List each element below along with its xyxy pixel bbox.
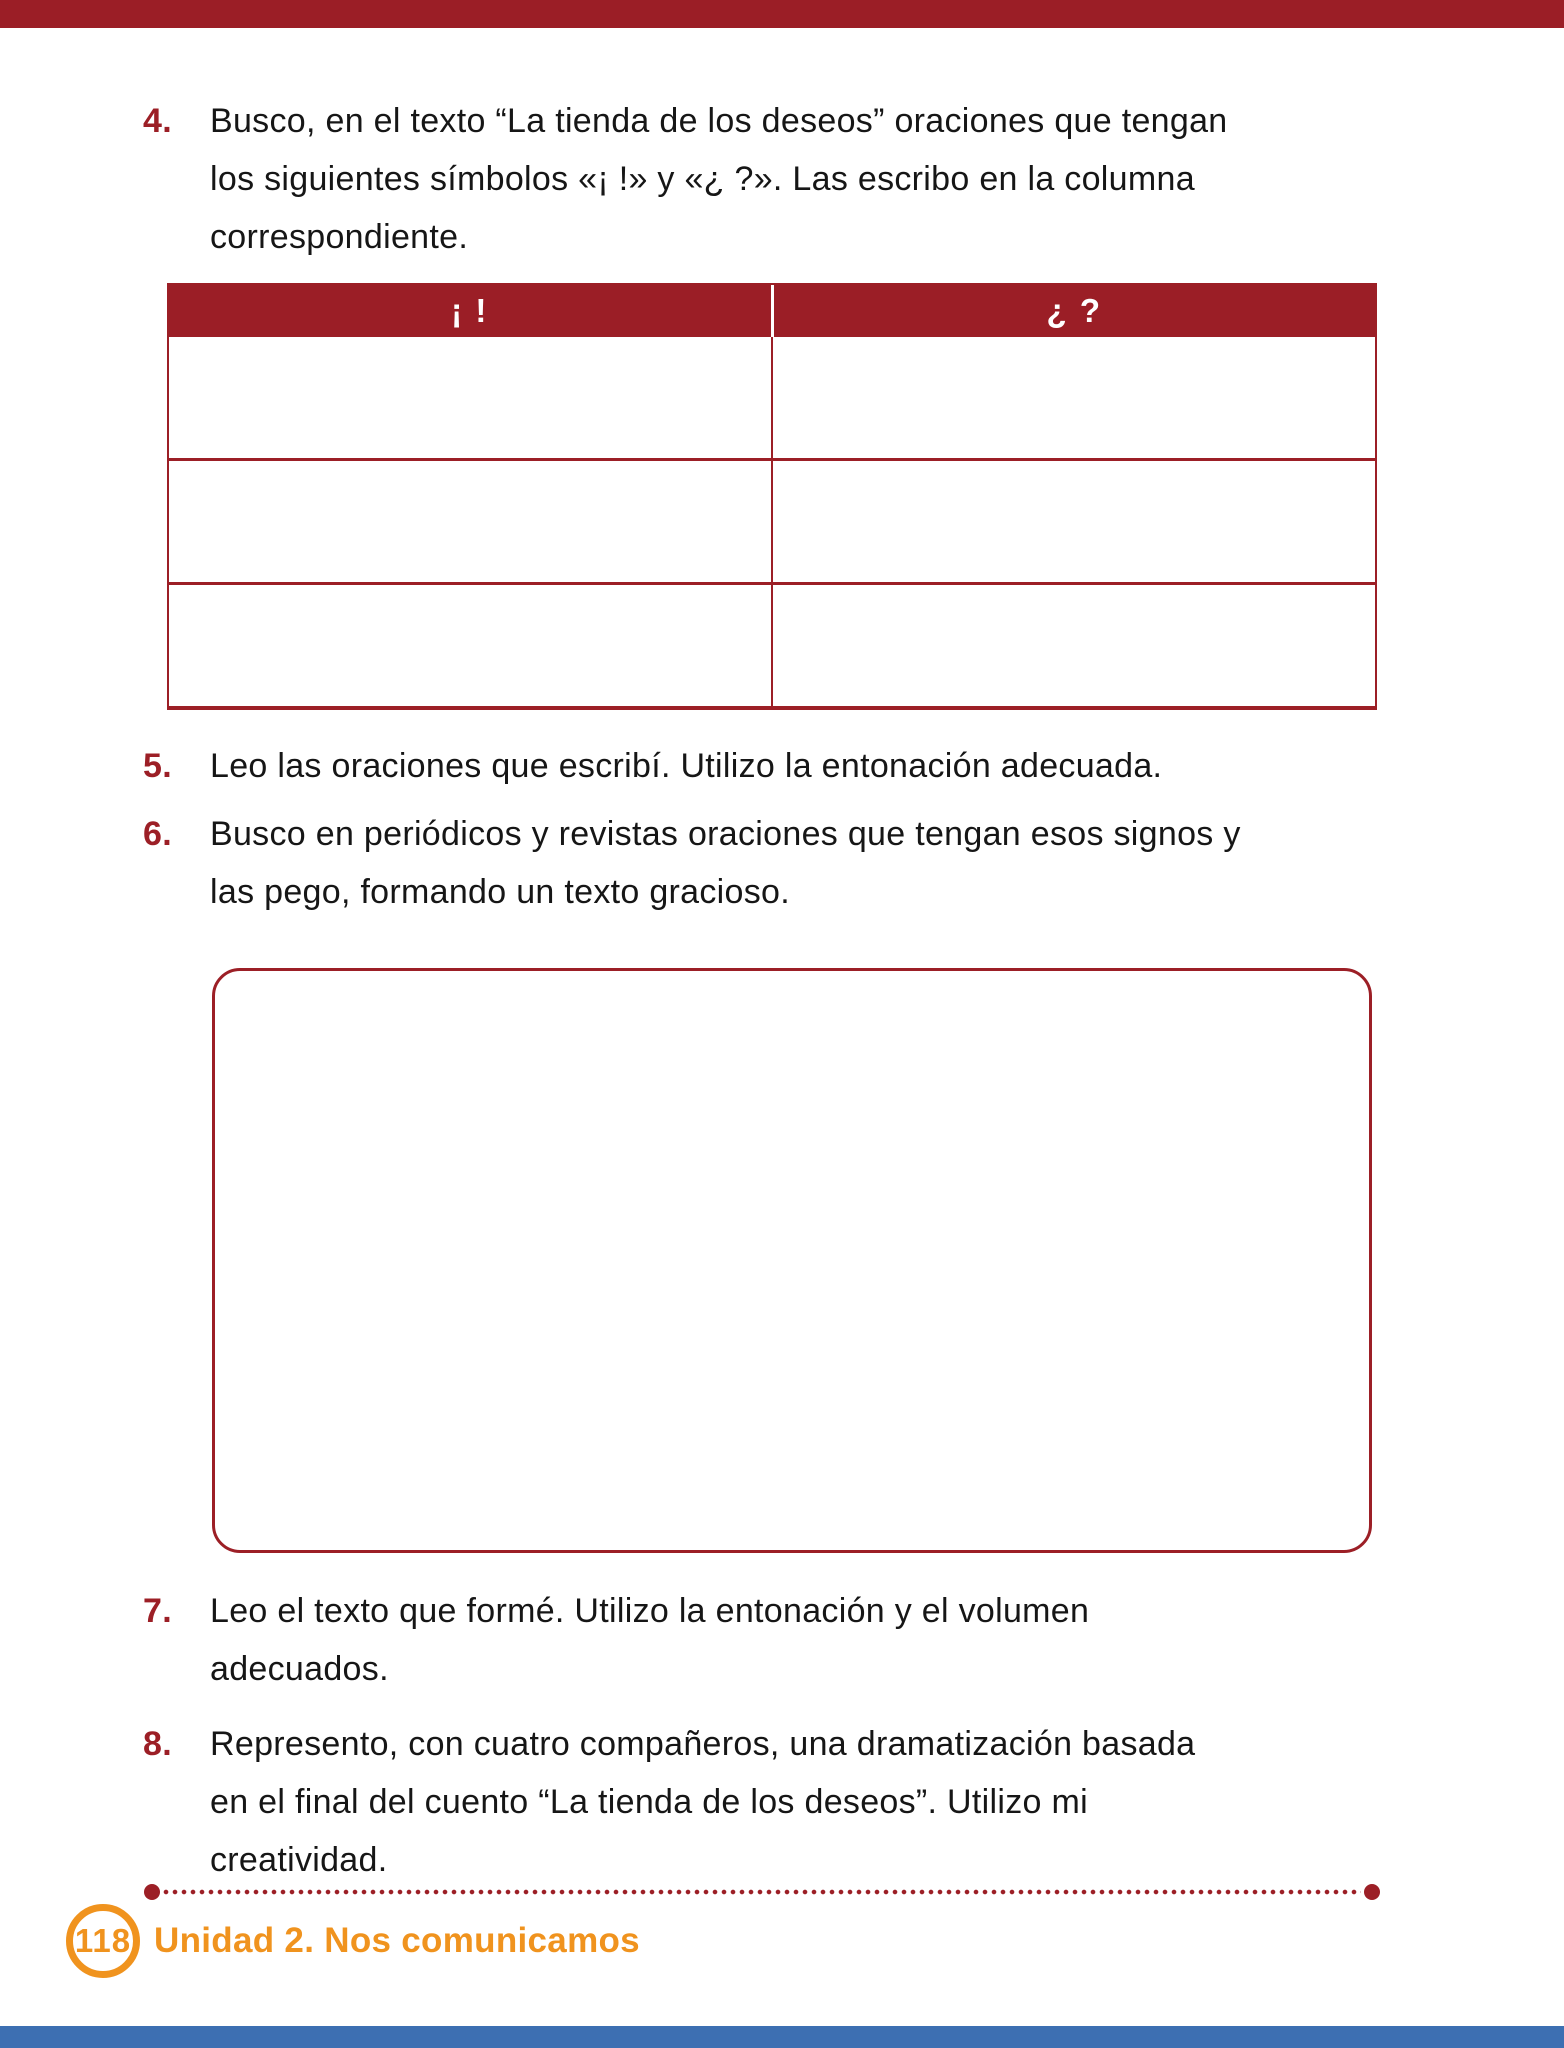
exercise-4-line-1: Busco, en el texto “La tienda de los deseos” oraciones que tengan [210, 102, 1228, 140]
exercise-6-line-1: Busco en periódicos y revistas oraciones que tengan esos signos y [210, 815, 1241, 853]
exercise-4-line-2: los siguientes símbolos «¡ !» y «¿ ?». Las escribo en la columna [210, 160, 1195, 198]
exercise-8-line-3: creatividad. [210, 1841, 388, 1879]
symbols-table-header [169, 285, 1375, 337]
unit-label: Unidad 2. Nos comunicamos [154, 1921, 640, 1960]
exercise-8-number: 8. [143, 1725, 172, 1763]
footer-divider [144, 1884, 1380, 1900]
exercise-5-number: 5. [143, 747, 172, 785]
table-row [169, 337, 1375, 458]
divider-end-dot-right [1364, 1884, 1380, 1900]
table-cell-exclamation-3[interactable] [169, 585, 773, 706]
divider-dotted-line [163, 1889, 1361, 1895]
exercise-8-text [210, 1715, 1433, 1889]
table-cell-question-3[interactable] [773, 585, 1375, 706]
exercise-4-text [210, 92, 1433, 266]
exercise-4-number: 4. [143, 102, 172, 140]
exercise-7 [143, 1582, 1433, 1698]
table-header-exclamation: ¡ ! [169, 285, 774, 337]
symbols-table [167, 283, 1377, 710]
exercise-6 [143, 805, 1433, 921]
exercise-8-line-1: Represento, con cuatro compañeros, una dramatización basada [210, 1725, 1196, 1763]
exercise-7-line-1: Leo el texto que formé. Utilizo la entonación y el volumen [210, 1592, 1090, 1630]
page-number-badge [66, 1904, 140, 1978]
exercise-4 [143, 92, 1433, 266]
table-cell-exclamation-1[interactable] [169, 337, 773, 458]
exercise-4-line-3: correspondiente. [210, 218, 469, 256]
exercise-7-line-2: adecuados. [210, 1650, 389, 1688]
exercise-8 [143, 1715, 1433, 1889]
exercise-6-line-2: las pego, formando un texto gracioso. [210, 873, 791, 911]
exercise-5-text [210, 737, 1433, 795]
table-header-question: ¿ ? [1046, 292, 1102, 329]
divider-end-dot-left [144, 1884, 160, 1900]
table-row [169, 582, 1375, 706]
exercise-6-text [210, 805, 1433, 921]
exercise-5 [143, 737, 1433, 795]
exercise-7-text [210, 1582, 1433, 1698]
exercise-8-line-2: en el final del cuento “La tienda de los deseos”. Utilizo mi [210, 1783, 1088, 1821]
exercise-5-line-1: Leo las oraciones que escribí. Utilizo la entonación adecuada. [210, 747, 1163, 785]
table-cell-question-2[interactable] [773, 461, 1375, 582]
exercise-7-number: 7. [143, 1592, 172, 1630]
page-number: 118 [74, 1922, 132, 1959]
top-bleed-bar [0, 0, 1564, 28]
collage-area[interactable] [212, 968, 1372, 1553]
bottom-bleed-bar [0, 2026, 1564, 2048]
exercise-6-number: 6. [143, 815, 172, 853]
table-cell-question-1[interactable] [773, 337, 1375, 458]
table-cell-exclamation-2[interactable] [169, 461, 773, 582]
table-row [169, 458, 1375, 582]
